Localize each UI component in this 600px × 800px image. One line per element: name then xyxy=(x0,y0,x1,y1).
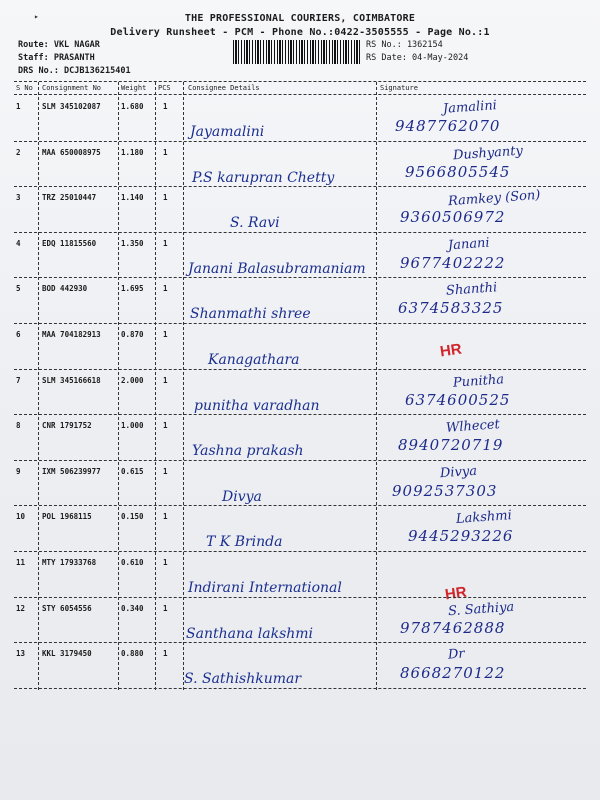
row-weight: 2.000 xyxy=(121,375,144,385)
row-consignee-handwritten: Indirani International xyxy=(188,580,342,596)
row-consignment-no: SLM 345102087 xyxy=(42,102,101,111)
corner-mark: ▸ xyxy=(34,12,39,21)
row-consignee-handwritten: S. Ravi xyxy=(230,215,280,232)
col-divider xyxy=(155,82,156,690)
row-pcs: 1 xyxy=(163,558,168,567)
row-signature: Divya xyxy=(439,463,478,482)
row-serial: 5 xyxy=(16,284,21,294)
col-divider xyxy=(376,82,377,690)
row-serial: 6 xyxy=(16,330,21,339)
col-header-consignment: Consignment No xyxy=(42,84,102,92)
row-phone-handwritten: 8668270122 xyxy=(400,664,506,683)
row-consignee-handwritten: Shanmathi shree xyxy=(190,306,311,323)
row-consignee-handwritten: Kanagathara xyxy=(208,352,300,368)
row-consignee-handwritten: punitha varadhan xyxy=(194,397,320,414)
row-pcs: 1 xyxy=(163,466,168,476)
route-label: Route: VKL NAGAR xyxy=(18,40,100,50)
row-weight: 1.180 xyxy=(121,147,144,157)
table-header-rule xyxy=(14,94,586,95)
row-phone-handwritten: 9677402222 xyxy=(400,253,506,272)
row-consignment-no: POL 1968115 xyxy=(42,512,92,522)
row-pcs: 1 xyxy=(163,238,168,248)
row-phone-handwritten: 9360506972 xyxy=(400,208,506,227)
col-divider xyxy=(38,82,39,690)
row-separator xyxy=(14,186,586,187)
row-pcs: 1 xyxy=(163,375,168,385)
row-separator xyxy=(14,688,586,689)
row-separator xyxy=(14,141,586,142)
row-separator xyxy=(14,232,586,233)
rs-number: RS No.: 1362154 xyxy=(366,40,443,50)
col-header-signature: Signature xyxy=(380,84,418,92)
row-pcs: 1 xyxy=(163,512,168,522)
row-pcs: 1 xyxy=(163,421,168,431)
table-top-rule xyxy=(14,81,586,82)
row-phone-handwritten: 8940720719 xyxy=(398,436,504,455)
row-weight: 1.350 xyxy=(121,238,144,248)
runsheet-subtitle: Delivery Runsheet - PCM - Phone No.:0422-3505555 - Page No.:1 xyxy=(110,27,490,38)
row-consignment-no: TRZ 25010447 xyxy=(42,193,97,203)
row-separator xyxy=(14,414,586,415)
row-signature: Punitha xyxy=(452,371,505,391)
row-serial: 8 xyxy=(16,421,21,431)
row-consignee-handwritten: Yashna prakash xyxy=(192,443,304,460)
row-consignment-no: IXM 506239977 xyxy=(42,466,101,476)
row-weight: 1.695 xyxy=(121,284,144,294)
row-phone-handwritten: 9566805545 xyxy=(405,162,511,181)
row-consignee-handwritten: Janani Balasubramaniam xyxy=(188,260,366,277)
row-pcs: 1 xyxy=(163,193,168,203)
col-header-weight: Weight xyxy=(121,84,147,92)
row-phone-handwritten: 9445293226 xyxy=(408,527,514,546)
row-weight: 0.340 xyxy=(121,603,144,613)
row-serial: 12 xyxy=(16,603,26,613)
drs-label: DRS No.: DCJB136215401 xyxy=(18,66,131,76)
row-consignment-no: MTY 17933768 xyxy=(42,558,97,567)
row-signature: Lakshmi xyxy=(455,508,513,528)
row-signature: Shanthi xyxy=(445,280,498,300)
row-consignment-no: SLM 345166618 xyxy=(42,375,101,385)
row-consignee-handwritten: P.S karupran Chetty xyxy=(192,169,335,186)
row-separator xyxy=(14,642,586,643)
row-separator xyxy=(14,460,586,461)
row-serial: 11 xyxy=(16,558,26,567)
company-title: THE PROFESSIONAL COURIERS, COIMBATORE xyxy=(184,13,416,24)
row-consignment-no: MAA 650008975 xyxy=(42,147,101,157)
row-phone-handwritten: 9787462888 xyxy=(400,618,506,637)
row-signature: Jamalini xyxy=(442,98,498,117)
col-divider xyxy=(118,82,119,690)
row-separator xyxy=(14,369,586,370)
col-header-pcs: PCS xyxy=(158,84,171,92)
row-weight: 1.140 xyxy=(121,193,144,203)
row-consignee-handwritten: Jayamalini xyxy=(190,124,265,140)
row-signature: S. Sathiya xyxy=(447,599,515,619)
barcode xyxy=(233,40,361,64)
col-header-consignee: Consignee Details xyxy=(188,84,260,92)
row-signature: Dushyanty xyxy=(452,143,524,164)
col-header-sno: S No xyxy=(16,84,33,92)
row-serial: 1 xyxy=(16,102,21,111)
row-weight: 1.680 xyxy=(121,102,144,111)
row-consignee-handwritten: S. Sathishkumar xyxy=(184,671,302,688)
row-pcs: 1 xyxy=(163,330,168,339)
row-consignment-no: EDQ 11815560 xyxy=(42,238,97,248)
row-signature: Ramkey (Son) xyxy=(447,187,541,210)
row-separator xyxy=(14,505,586,506)
row-pcs: 1 xyxy=(163,649,168,659)
row-phone-handwritten: 9092537303 xyxy=(392,481,498,500)
row-separator xyxy=(14,277,586,278)
row-pcs: 1 xyxy=(163,147,168,157)
row-signature: Dr xyxy=(447,646,466,663)
rs-date: RS Date: 04-May-2024 xyxy=(366,53,469,63)
row-serial: 13 xyxy=(16,649,26,659)
row-hr-mark: HR xyxy=(443,583,468,604)
staff-label: Staff: PRASANTH xyxy=(18,53,95,63)
row-consignment-no: CNR 1791752 xyxy=(42,421,92,431)
col-divider xyxy=(183,82,184,690)
row-pcs: 1 xyxy=(163,102,168,111)
row-signature: Janani xyxy=(447,235,491,254)
row-consignee-handwritten: Divya xyxy=(222,488,262,505)
row-weight: 0.870 xyxy=(121,330,144,339)
row-weight: 0.880 xyxy=(121,649,144,659)
row-phone-handwritten: 6374583325 xyxy=(398,299,504,318)
row-weight: 0.150 xyxy=(121,512,144,522)
row-hr-mark: HR xyxy=(438,340,463,361)
row-weight: 1.000 xyxy=(121,421,144,431)
row-consignment-no: STY 6054556 xyxy=(42,603,92,613)
row-serial: 7 xyxy=(16,375,21,385)
row-separator xyxy=(14,597,586,598)
row-consignee-handwritten: Santhana lakshmi xyxy=(186,625,314,642)
row-consignment-no: BOD 442930 xyxy=(42,284,88,294)
row-phone-handwritten: 6374600525 xyxy=(405,390,511,409)
row-pcs: 1 xyxy=(163,603,168,613)
row-serial: 3 xyxy=(16,193,21,203)
row-serial: 4 xyxy=(16,238,21,248)
row-weight: 0.610 xyxy=(121,558,144,567)
row-consignment-no: KKL 3179450 xyxy=(42,649,92,659)
row-phone-handwritten: 9487762070 xyxy=(395,117,501,135)
row-separator xyxy=(14,551,586,552)
row-consignment-no: MAA 704182913 xyxy=(42,330,101,339)
row-separator xyxy=(14,323,586,324)
row-serial: 10 xyxy=(16,512,26,522)
row-consignee-handwritten: T K Brinda xyxy=(206,534,283,551)
row-serial: 2 xyxy=(16,147,21,157)
row-signature: Wlhecet xyxy=(445,417,501,437)
row-weight: 0.615 xyxy=(121,466,144,476)
row-serial: 9 xyxy=(16,466,21,476)
row-pcs: 1 xyxy=(163,284,168,294)
